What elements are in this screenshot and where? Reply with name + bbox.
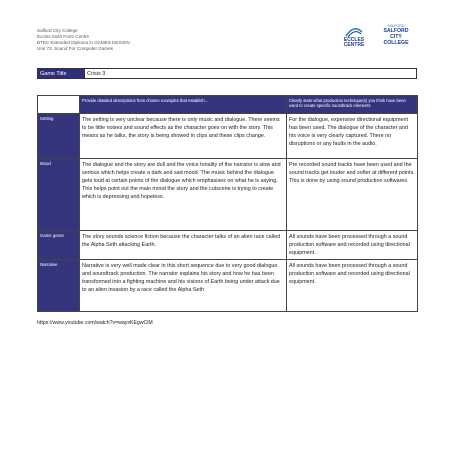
salford-logo-line2: CITY <box>390 34 402 40</box>
header-line-unit: Unit 73. Sound For Computer Games <box>37 46 114 51</box>
table-row <box>38 260 418 312</box>
salford-logo-line3: COLLEGE <box>383 40 409 46</box>
narrative-description: Narrative is very well made clear in this short sequence due to very good dialogue and soundtrack production. The narrator explains his story and how he has been transformed into a fighting machine and his visions of Earth being under attack due to an alien invasion by a race called the Alpha Seth <box>80 260 287 312</box>
header-blank-cell <box>38 96 80 114</box>
header-line-college: Salford City College <box>37 28 78 33</box>
header-line-course: BTEC Extended Diploma in GAMES DESIGN <box>37 40 130 45</box>
game-title-value: Crisis 3 <box>85 69 417 79</box>
game-title-table <box>37 68 417 79</box>
analysis-header-row <box>38 96 418 114</box>
row-label-mood: Mood <box>38 159 80 231</box>
table-row <box>38 114 418 159</box>
game-genre-technique: All sounds have been processed through a sound production software and recorded using directional equipment. <box>287 231 418 260</box>
setting-description: The setting is very unclear because there is only music and dialogue. There seems to be little noises and sound effects as the character goes on with the story. This means as he talks, the story is being showed in clips and these clips change. <box>80 114 287 159</box>
salford-logo-small: SALFORD <box>387 24 405 28</box>
table-row <box>38 231 418 260</box>
document-header <box>37 28 130 52</box>
description-column-header: Provide detailed descriptions from chosen examples that establish... <box>80 96 287 114</box>
salford-city-college-logo <box>374 24 418 58</box>
game-title-label: Game Title <box>38 69 85 79</box>
technique-column-header: Clearly state what production technique(s) you think have been used to create specific soundtrack elements <box>287 96 418 114</box>
header-line-centre: Eccles Sixth Form Centre <box>37 34 90 39</box>
youtube-link[interactable]: https://www.youtube.com/watch?v=waysKEgwCiM <box>37 320 153 326</box>
row-label-game-genre: Game genre <box>38 231 80 260</box>
mood-description: The dialogue and the story are dull and the voice tonality of the narrator is slow and serious which helps create a dark and sad mood. The music behind the dialogue gets loud at certain points of the dialogue which emphasises on what he is saying. This helps point out the main mood the story and the cutscene is trying to create which is depressing and hopeless. <box>80 159 287 231</box>
mood-technique: Pre recorded sound tracks have been used and the sound tracks get louder and softer at different points. This is done by using sound production softwares. <box>287 159 418 231</box>
setting-technique: For the dialogue, expensive directional equipment has been used. The dialogue of the character and his voice is very clearly captured. There no disruptions or any faults in the audio. <box>287 114 418 159</box>
analysis-table <box>37 95 418 312</box>
row-label-narrative: Narrative <box>38 260 80 312</box>
eccles-logo-line1: ECCLES <box>343 37 365 43</box>
game-title-row <box>38 69 417 79</box>
narrative-technique: All sounds have been processed through a sound production software and recorded using directional equipment. <box>287 260 418 312</box>
row-label-setting: Setting <box>38 114 80 159</box>
eccles-logo-line2: CENTRE <box>343 42 365 48</box>
table-row <box>38 159 418 231</box>
game-genre-description: The story sounds science fiction because the character talks of an alien race called the Alpha Seth attacking Earth. <box>80 231 287 260</box>
salford-logo-line1: SALFORD <box>383 28 409 34</box>
eccles-centre-logo <box>339 26 369 56</box>
